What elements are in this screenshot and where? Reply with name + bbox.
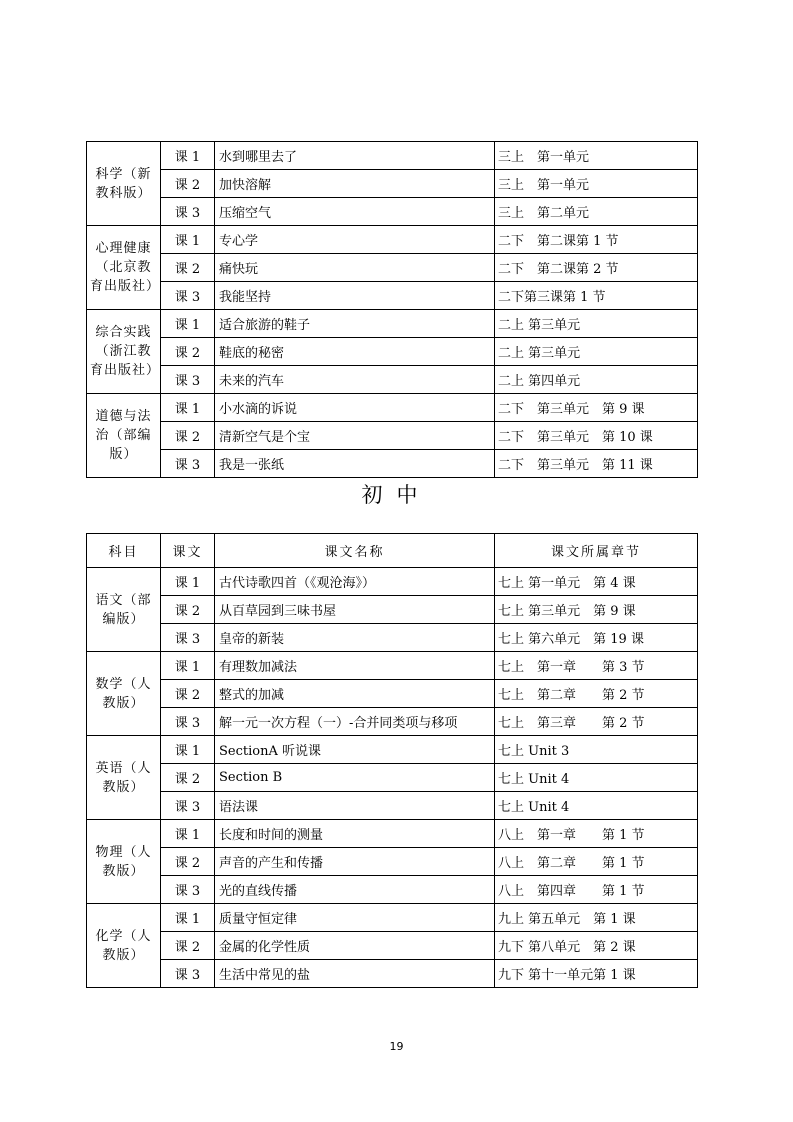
chapter-cell: 二上 第三单元 [495, 338, 698, 366]
lesson-cell: 课 3 [161, 624, 215, 652]
header-row [87, 534, 698, 568]
subject-cell: 化学（人教版） [87, 904, 161, 988]
lesson-cell: 课 2 [161, 170, 215, 198]
title-cell: 我能坚持 [215, 282, 495, 310]
title-cell: 专心学 [215, 226, 495, 254]
junior-high-lessons-body [87, 568, 698, 988]
subject-cell: 语文（部编版） [87, 568, 161, 652]
chapter-cell: 九下 第十一单元第 1 课 [495, 960, 698, 988]
table-row [87, 792, 698, 820]
table-row [87, 568, 698, 596]
chapter-cell: 三上 第一单元 [495, 142, 698, 170]
chapter-cell: 二下 第三单元 第 11 课 [495, 450, 698, 478]
lesson-cell: 课 2 [161, 596, 215, 624]
chapter-cell: 七上 第二章 第 2 节 [495, 680, 698, 708]
lesson-cell: 课 3 [161, 708, 215, 736]
lesson-cell: 课 1 [161, 568, 215, 596]
chapter-cell: 七上 第六单元 第 19 课 [495, 624, 698, 652]
title-cell: 解一元一次方程（一）-合并同类项与移项 [215, 708, 495, 736]
table-row [87, 366, 698, 394]
subject-cell: 数学（人教版） [87, 652, 161, 736]
table-header [87, 534, 698, 568]
lesson-cell: 课 3 [161, 960, 215, 988]
section-title: 初中 [361, 483, 432, 507]
header-subject: 科目 [87, 534, 161, 568]
primary-lessons-body [87, 142, 698, 478]
title-cell: 适合旅游的鞋子 [215, 310, 495, 338]
lesson-cell: 课 2 [161, 680, 215, 708]
primary-lessons-table [86, 141, 698, 478]
chapter-cell: 二下第三课第 1 节 [495, 282, 698, 310]
lesson-cell: 课 3 [161, 876, 215, 904]
title-cell: 整式的加减 [215, 680, 495, 708]
header-lesson: 课文 [161, 534, 215, 568]
title-cell: 从百草园到三味书屋 [215, 596, 495, 624]
chapter-cell: 八上 第四章 第 1 节 [495, 876, 698, 904]
subject-cell: 心理健康（北京教育出版社） [87, 226, 161, 310]
title-cell: 语法课 [215, 792, 495, 820]
title-cell: 清新空气是个宝 [215, 422, 495, 450]
lesson-cell: 课 2 [161, 338, 215, 366]
subject-cell: 科学（新教科版） [87, 142, 161, 226]
lesson-cell: 课 1 [161, 310, 215, 338]
title-cell: 鞋底的秘密 [215, 338, 495, 366]
table-row [87, 596, 698, 624]
table-row [87, 142, 698, 170]
lesson-cell: 课 3 [161, 198, 215, 226]
table-row [87, 170, 698, 198]
chapter-cell: 七上 Unit 3 [495, 736, 698, 764]
table-row [87, 848, 698, 876]
title-cell: 金属的化学性质 [215, 932, 495, 960]
chapter-cell: 二下 第二课第 2 节 [495, 254, 698, 282]
chapter-cell: 七上 第一单元 第 4 课 [495, 568, 698, 596]
junior-high-lessons-table [86, 533, 698, 988]
header-title: 课文名称 [215, 534, 495, 568]
lesson-cell: 课 2 [161, 764, 215, 792]
chapter-cell: 二上 第四单元 [495, 366, 698, 394]
header-chapter: 课文所属章节 [495, 534, 698, 568]
lesson-cell: 课 3 [161, 792, 215, 820]
lesson-cell: 课 1 [161, 736, 215, 764]
chapter-cell: 七上 第三章 第 2 节 [495, 708, 698, 736]
title-cell: 质量守恒定律 [215, 904, 495, 932]
title-cell: 未来的汽车 [215, 366, 495, 394]
title-cell: 生活中常见的盐 [215, 960, 495, 988]
title-cell: 我是一张纸 [215, 450, 495, 478]
chapter-cell: 二上 第三单元 [495, 310, 698, 338]
chapter-cell: 九下 第八单元 第 2 课 [495, 932, 698, 960]
title-cell: 加快溶解 [215, 170, 495, 198]
title-cell: 压缩空气 [215, 198, 495, 226]
title-cell: 水到哪里去了 [215, 142, 495, 170]
title-cell: Section B [215, 764, 495, 792]
chapter-cell: 七上 第三单元 第 9 课 [495, 596, 698, 624]
table-row [87, 904, 698, 932]
title-cell: 有理数加减法 [215, 652, 495, 680]
chapter-cell: 二下 第二课第 1 节 [495, 226, 698, 254]
lesson-cell: 课 1 [161, 394, 215, 422]
chapter-cell: 三上 第二单元 [495, 198, 698, 226]
lesson-cell: 课 1 [161, 820, 215, 848]
table-row [87, 450, 698, 478]
table-row [87, 394, 698, 422]
table-row [87, 652, 698, 680]
lesson-cell: 课 2 [161, 932, 215, 960]
lesson-cell: 课 1 [161, 142, 215, 170]
title-cell: 光的直线传播 [215, 876, 495, 904]
lesson-cell: 课 1 [161, 904, 215, 932]
table-row [87, 282, 698, 310]
table-row [87, 198, 698, 226]
chapter-cell: 七上 Unit 4 [495, 764, 698, 792]
lesson-cell: 课 3 [161, 450, 215, 478]
table-row [87, 736, 698, 764]
table-row [87, 820, 698, 848]
chapter-cell: 八上 第一章 第 1 节 [495, 820, 698, 848]
title-cell: 痛快玩 [215, 254, 495, 282]
chapter-cell: 七上 第一章 第 3 节 [495, 652, 698, 680]
lesson-cell: 课 2 [161, 848, 215, 876]
chapter-cell: 二下 第三单元 第 10 课 [495, 422, 698, 450]
table-row [87, 310, 698, 338]
lesson-cell: 课 2 [161, 254, 215, 282]
subject-cell: 物理（人教版） [87, 820, 161, 904]
title-cell: 小水滴的诉说 [215, 394, 495, 422]
table-row [87, 254, 698, 282]
table-row [87, 764, 698, 792]
table-row [87, 338, 698, 366]
lesson-cell: 课 1 [161, 652, 215, 680]
title-cell: 皇帝的新装 [215, 624, 495, 652]
chapter-cell: 九上 第五单元 第 1 课 [495, 904, 698, 932]
lesson-cell: 课 3 [161, 282, 215, 310]
table-row [87, 226, 698, 254]
title-cell: 古代诗歌四首（《观沧海》） [215, 568, 495, 596]
table-row [87, 422, 698, 450]
table-row [87, 932, 698, 960]
title-cell: 长度和时间的测量 [215, 820, 495, 848]
chapter-cell: 三上 第一单元 [495, 170, 698, 198]
table-row [87, 960, 698, 988]
subject-cell: 综合实践（浙江教育出版社） [87, 310, 161, 394]
title-cell: 声音的产生和传播 [215, 848, 495, 876]
subject-cell: 英语（人教版） [87, 736, 161, 820]
table-row [87, 680, 698, 708]
table-row [87, 876, 698, 904]
table-row [87, 624, 698, 652]
subject-cell: 道德与法治（部编版） [87, 394, 161, 478]
table-row [87, 708, 698, 736]
chapter-cell: 七上 Unit 4 [495, 792, 698, 820]
lesson-cell: 课 1 [161, 226, 215, 254]
lesson-cell: 课 3 [161, 366, 215, 394]
lesson-cell: 课 2 [161, 422, 215, 450]
title-cell: SectionA 听说课 [215, 736, 495, 764]
chapter-cell: 八上 第二章 第 1 节 [495, 848, 698, 876]
chapter-cell: 二下 第三单元 第 9 课 [495, 394, 698, 422]
page-number: 19 [389, 1040, 404, 1053]
